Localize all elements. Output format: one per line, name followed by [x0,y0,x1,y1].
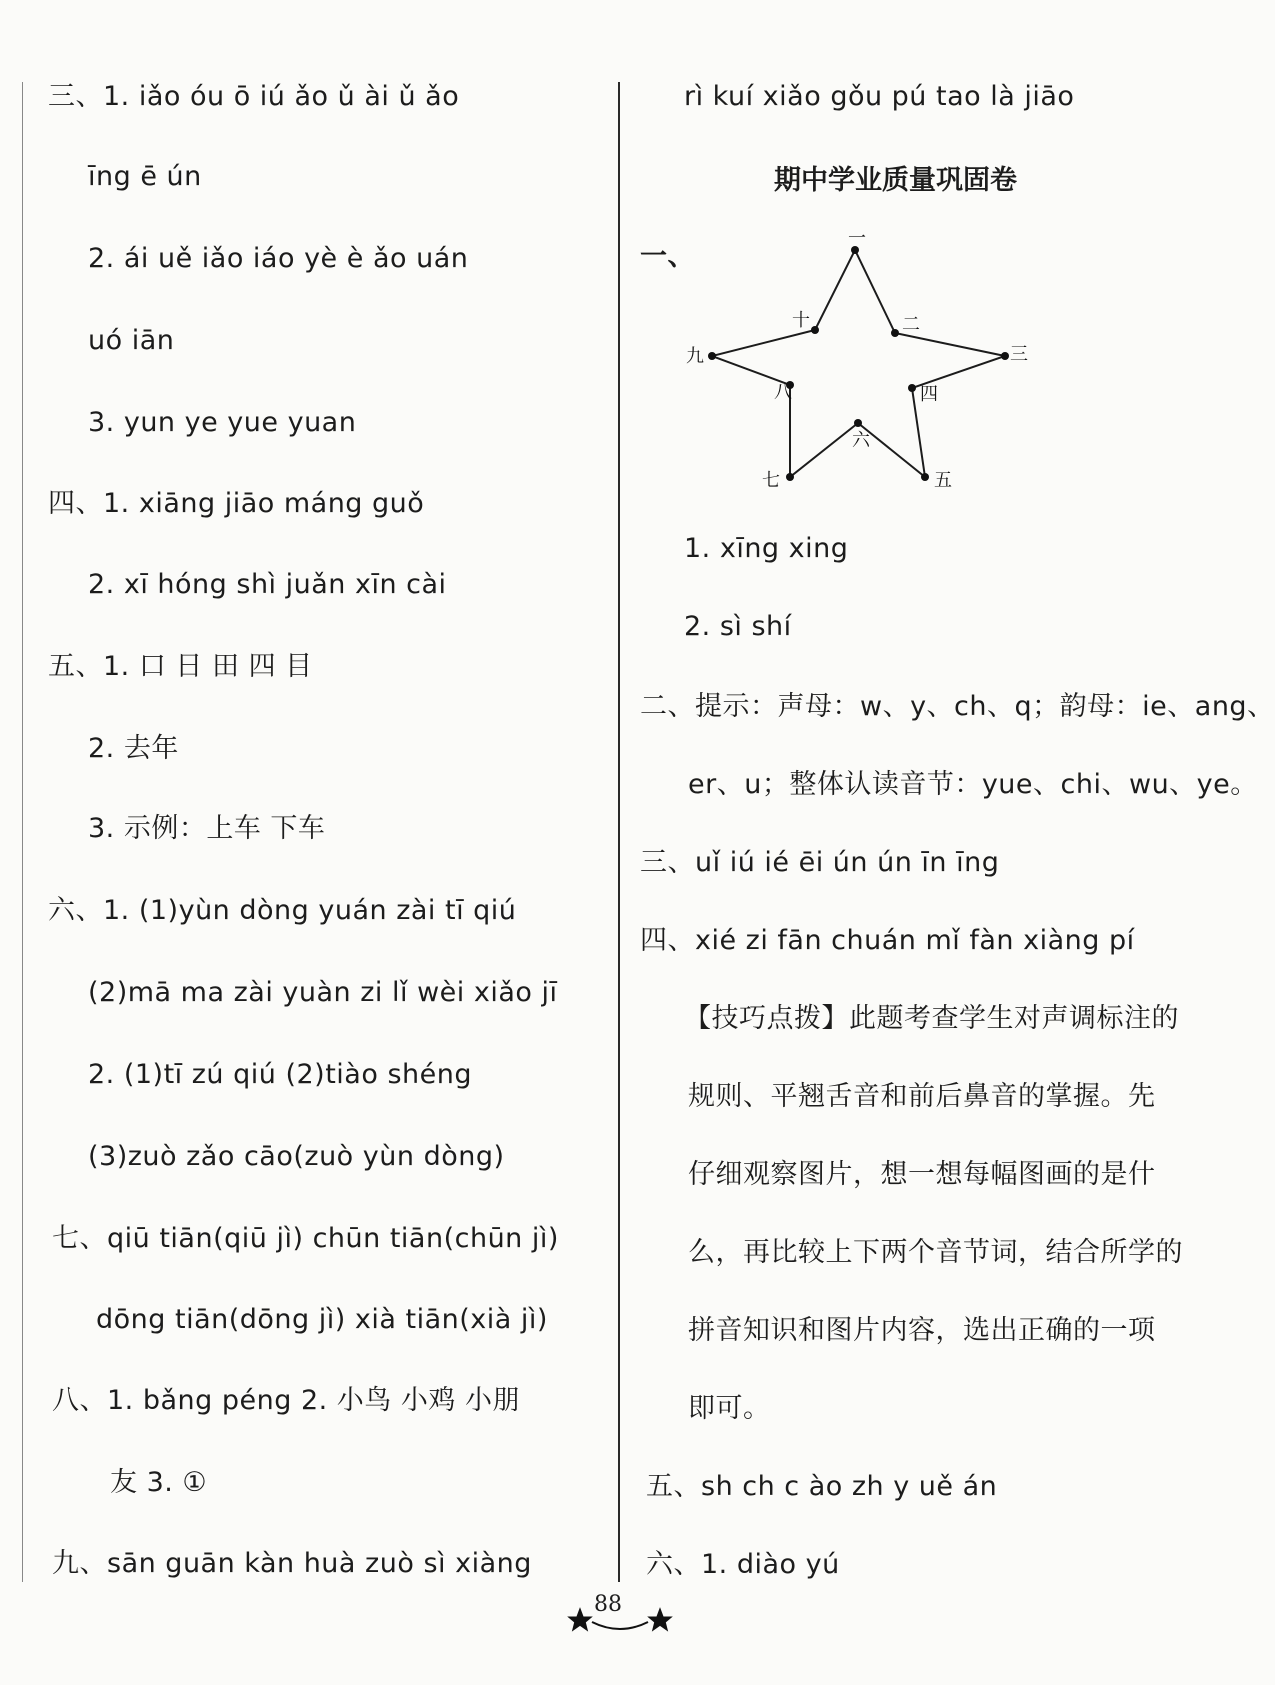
star-dot [786,473,794,481]
tip-line: 即可。 [688,1393,771,1424]
answer-line: 二、提示：声母：w、y、ch、q；韵母：ie、ang、 [640,691,1275,722]
answer-line: 1. xīng xing [684,533,849,564]
answer-line: 3. 示例：上车 下车 [88,813,326,844]
answer-line: 2. (1)tī zú qiú (2)tiào shéng [88,1059,472,1090]
answer-line: 八、1. bǎng péng 2. 小鸟 小鸡 小朋 [52,1385,520,1416]
page-number: 88 [594,1592,622,1617]
answer-line: (3)zuò zǎo cāo(zuò yùn dòng) [88,1141,505,1172]
tip-line: 拼音知识和图片内容，选出正确的一项 [688,1315,1156,1346]
star-dot [891,329,899,337]
star-label: 五 [934,470,952,491]
star-label: 八 [774,382,792,403]
answer-line: 2. ái uě iǎo iáo yè è ǎo uán [88,243,469,274]
star-dot [908,384,916,392]
answer-line: 三、1. iǎo óu ō iú ǎo ǔ ài ǔ ǎo [48,81,460,112]
answer-line: 四、xié zi fān chuán mǐ fàn xiàng pí [640,925,1135,956]
answer-line: 六、1. (1)yùn dòng yuán zài tī qiú [48,895,517,926]
page-footer [560,1592,680,1652]
star-dot [708,352,716,360]
answer-line: 友 3. ① [110,1467,208,1498]
question-label: 一、 [640,241,695,272]
answer-line: 五、sh ch c ào zh y uě án [646,1471,998,1502]
star-label: 一 [848,228,866,249]
answer-line: 七、qiū tiān(qiū jì) chūn tiān(chūn jì) [52,1223,559,1254]
star-label: 六 [852,430,870,451]
left-edge-rule [22,82,23,1582]
answer-line: (2)mā ma zài yuàn zi lǐ wèi xiǎo jī [88,977,558,1008]
star-dot [811,326,819,334]
answer-line: īng ē ún [88,161,202,192]
tip-line: 么，再比较上下两个音节词，结合所学的 [688,1237,1183,1268]
tip-line: 规则、平翘舌音和前后鼻音的掌握。先 [688,1081,1156,1112]
star-label: 四 [920,384,938,405]
answer-line: 四、1. xiāng jiāo máng guǒ [48,488,425,519]
tip-line: 【技巧点拨】此题考查学生对声调标注的 [684,1003,1179,1034]
star-dot [854,419,862,427]
star-dot-figure [680,228,1028,500]
answer-line: 2. sì shí [684,611,792,642]
star-label: 九 [686,346,704,367]
answer-line: 九、sān guān kàn huà zuò sì xiàng [52,1548,532,1579]
answer-line: 五、1. 口 日 田 四 目 [48,651,313,682]
star-label: 二 [902,314,920,335]
answer-line: 2. xī hóng shì juǎn xīn cài [88,569,447,600]
star-label: 七 [762,470,780,491]
star-dot [921,473,929,481]
answer-line: 六、1. diào yú [646,1549,840,1580]
answer-line: rì kuí xiǎo gǒu pú tao là jiāo [684,81,1075,112]
answer-line: dōng tiān(dōng jì) xià tiān(xià jì) [96,1304,548,1335]
star-dot [1001,352,1009,360]
tip-line: 仔细观察图片，想一想每幅图画的是什 [688,1159,1156,1190]
column-divider [618,82,620,1582]
star-label: 十 [792,310,810,331]
answer-line: 3. yun ye yue yuan [88,407,357,438]
star-icon [646,1606,674,1634]
answer-line: er、u；整体认读音节：yue、chi、wu、ye。 [688,769,1258,800]
answer-line: 2. 去年 [88,733,179,764]
section-title: 期中学业质量巩固卷 [774,165,1017,196]
star-label: 三 [1010,344,1028,365]
swoosh-decoration [590,1618,650,1634]
answer-line: uó iān [88,325,175,356]
answer-line: 三、uǐ iú ié ēi ún ún īn īng [640,847,1000,878]
